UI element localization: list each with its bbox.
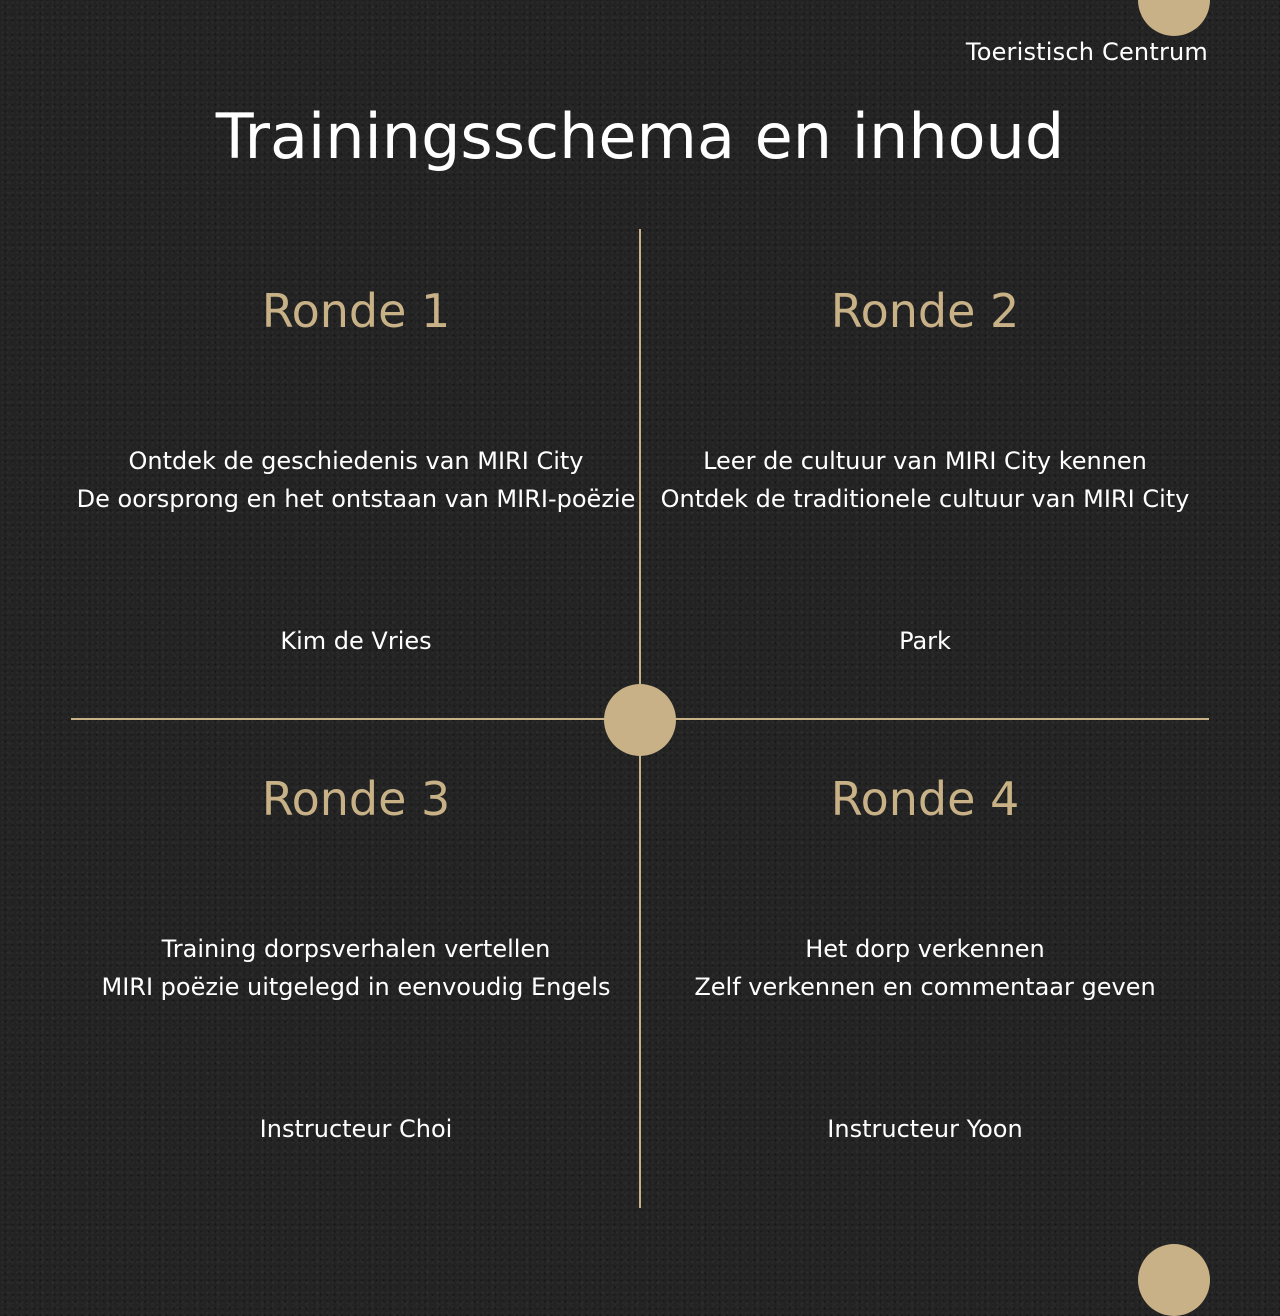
round-4-line-2: Zelf verkennen en commentaar geven [694,973,1156,1001]
round-2-title: Ronde 2 [830,284,1020,338]
decorative-circle-top-right [1138,0,1210,36]
round-1-line-2: De oorsprong en het ontstaan van MIRI-poëzie [76,485,636,513]
round-2-line-1: Leer de cultuur van MIRI City kennen [703,447,1147,475]
round-4-line-1: Het dorp verkennen [805,935,1045,963]
round-3-instructor: Instructeur Choi [259,1115,453,1143]
round-3-title: Ronde 3 [261,772,451,826]
round-2-section [640,280,1210,660]
round-2-description [640,442,1210,518]
round-1-title: Ronde 1 [261,284,451,338]
round-4-title: Ronde 4 [830,772,1020,826]
round-4-instructor: Instructeur Yoon [827,1115,1023,1143]
center-circle [604,684,676,756]
round-3-description [71,930,641,1006]
round-1-instructor: Kim de Vries [280,627,432,655]
page-title: Trainingsschema en inhoud [215,100,1065,173]
round-3-line-1: Training dorpsverhalen vertellen [161,935,551,963]
brand-name: Toeristisch Centrum [965,38,1208,66]
round-1-line-1: Ontdek de geschiedenis van MIRI City [128,447,584,475]
round-1-section [71,280,641,660]
round-2-line-2: Ontdek de traditionele cultuur van MIRI City [660,485,1190,513]
round-3-section [71,768,641,1148]
round-4-section [640,768,1210,1148]
round-3-line-2: MIRI poëzie uitgelegd in eenvoudig Engels [101,973,611,1001]
decorative-circle-bottom-right [1138,1244,1210,1316]
round-2-instructor: Park [899,627,951,655]
round-4-description [640,930,1210,1006]
round-1-description [71,442,641,518]
